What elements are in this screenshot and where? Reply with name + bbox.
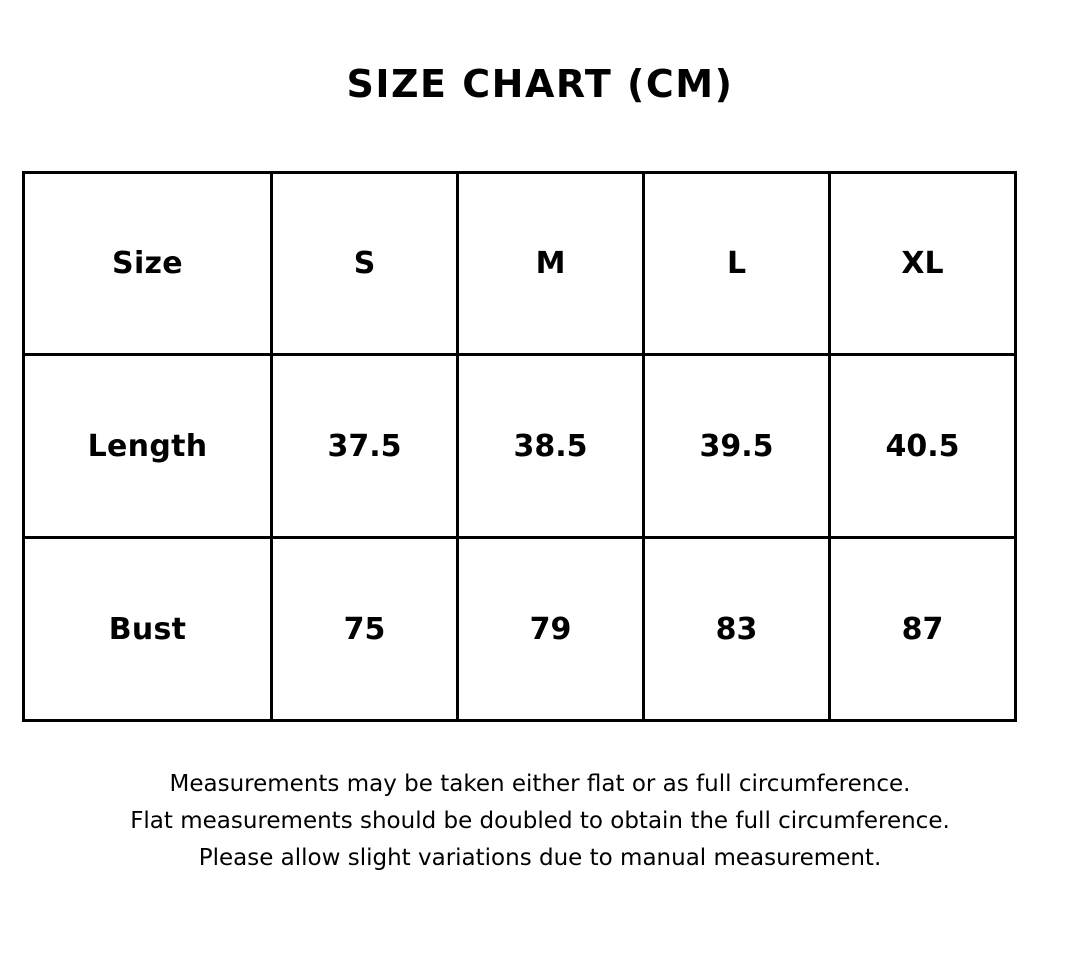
cell-length-m: 38.5 (458, 355, 644, 538)
table-header-cell-xl: XL (830, 173, 1016, 355)
row-label-bust: Bust (24, 538, 272, 721)
table-row (24, 355, 1016, 538)
table-row (24, 538, 1016, 721)
note-line-2: Flat measurements should be doubled to obtain the full circumference. (130, 808, 950, 834)
note-line-1: Measurements may be taken either flat or as full circumference. (169, 771, 911, 797)
note-line-3: Please allow slight variations due to manual measurement. (198, 845, 882, 871)
cell-bust-l: 83 (644, 538, 830, 721)
cell-bust-m: 79 (458, 538, 644, 721)
size-chart-table-wrapper (22, 171, 1013, 722)
size-chart-table (22, 171, 1017, 722)
table-header-cell-size: Size (24, 173, 272, 355)
table-header-row (24, 173, 1016, 355)
table-header-cell-m: M (458, 173, 644, 355)
row-label-length: Length (24, 355, 272, 538)
cell-length-s: 37.5 (272, 355, 458, 538)
cell-bust-s: 75 (272, 538, 458, 721)
cell-bust-xl: 87 (830, 538, 1016, 721)
page-title: SIZE CHART (CM) (346, 62, 734, 106)
cell-length-xl: 40.5 (830, 355, 1016, 538)
cell-length-l: 39.5 (644, 355, 830, 538)
measurement-notes (0, 766, 1080, 877)
table-header-cell-l: L (644, 173, 830, 355)
table-header-cell-s: S (272, 173, 458, 355)
